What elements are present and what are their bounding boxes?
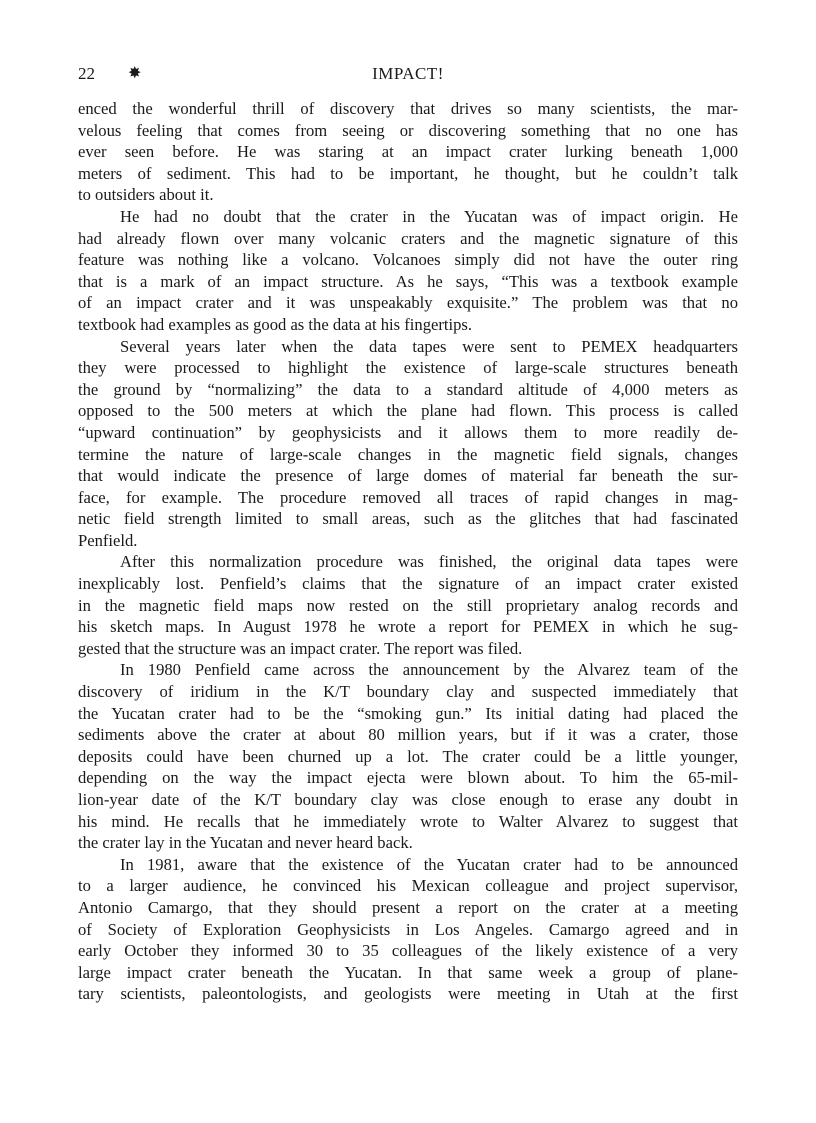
text-line: deposits could have been churned up a lot. The crater could be a little younger, (78, 746, 738, 766)
book-page (78, 60, 738, 1005)
text-line: in the magnetic field maps now rested on the still proprietary analog records and (78, 595, 738, 615)
body-text (78, 98, 738, 1005)
text-line: Antonio Camargo, that they should present a report on the crater at a meeting (78, 897, 738, 917)
paragraph-5 (78, 659, 738, 853)
text-line: Several years later when the data tapes were sent to PEMEX headquarters (120, 336, 738, 356)
text-line: face, for example. The procedure removed all traces of rapid changes in mag- (78, 487, 738, 507)
text-line: gested that the structure was an impact crater. The report was filed. (78, 638, 523, 658)
text-line: sediments above the crater at about 80 million years, but if it was a crater, those (78, 725, 738, 745)
text-line: his mind. He recalls that he immediately wrote to Walter Alvarez to suggest that (78, 811, 738, 831)
text-line: opposed to the 500 meters at which the plane had flown. This process is called (78, 401, 738, 421)
page-number: 22 (78, 64, 95, 83)
text-line: In 1980 Penfield came across the announcement by the Alvarez team of the (120, 660, 738, 680)
paragraph-6 (78, 854, 738, 1005)
running-head (78, 60, 738, 88)
text-line: the crater lay in the Yucatan and never heard back. (78, 833, 413, 853)
text-line: After this normalization procedure was finished, the original data tapes were (120, 552, 738, 572)
text-line: velous feeling that comes from seeing or discovering something that no one has (78, 120, 738, 140)
paragraph-1 (78, 98, 738, 206)
text-line: enced the wonderful thrill of discovery that drives so many scientists, the mar- (78, 99, 738, 118)
text-line: meters of sediment. This had to be important, he thought, but he couldn’t talk (78, 163, 738, 183)
text-line: his sketch maps. In August 1978 he wrote a report for PEMEX in which he sug- (78, 617, 738, 637)
text-line: In 1981, aware that the existence of the Yucatan crater had to be announced (120, 854, 738, 874)
text-line: feature was nothing like a volcano. Volcanoes simply did not have the outer ring (78, 250, 738, 270)
text-line: had already flown over many volcanic craters and the magnetic signature of this (78, 228, 738, 248)
asterisk-ornament-icon: ✸ (128, 65, 142, 82)
text-line: large impact crater beneath the Yucatan. In that same week a group of plane- (78, 962, 738, 982)
text-line: “upward continuation” by geophysicists and it allows them to more readily de- (78, 422, 738, 442)
book-title: IMPACT! (372, 64, 444, 83)
text-line: the ground by “normalizing” the data to a standard altitude of 4,000 meters as (78, 379, 738, 399)
text-line: the Yucatan crater had to be the “smoking gun.” Its initial dating had placed the (78, 703, 738, 723)
text-line: textbook had examples as good as the data at his fingertips. (78, 314, 473, 334)
text-line: tary scientists, paleontologists, and geologists were meeting in Utah at the first (78, 984, 738, 1004)
text-line: to outsiders about it. (78, 185, 214, 205)
text-line: He had no doubt that the crater in the Yucatan was of impact origin. He (120, 206, 738, 226)
text-line: Penfield. (78, 530, 138, 550)
paragraph-2 (78, 206, 738, 336)
text-line: early October they informed 30 to 35 colleagues of the likely existence of a very (78, 941, 738, 961)
text-line: inexplicably lost. Penfield’s claims that the signature of an impact crater existed (78, 574, 738, 594)
text-line: termine the nature of large-scale changes in the magnetic field signals, changes (78, 444, 738, 464)
text-line: discovery of iridium in the K/T boundary clay and suspected immediately that (78, 682, 738, 702)
text-line: lion-year date of the K/T boundary clay was close enough to erase any doubt in (78, 790, 738, 809)
paragraph-3 (78, 336, 738, 552)
text-line: that would indicate the presence of large domes of material far beneath the sur- (78, 466, 738, 486)
text-line: that is a mark of an impact structure. As he says, “This was a textbook example (78, 271, 738, 291)
paragraph-4 (78, 551, 738, 659)
text-line: of an impact crater and it was unspeakably exquisite.” The problem was that no (78, 293, 738, 313)
text-line: depending on the way the impact ejecta were blown about. To him the 65-mil- (78, 768, 738, 788)
text-line: netic field strength limited to small areas, such as the glitches that had fascinated (78, 509, 738, 529)
text-line: they were processed to highlight the existence of large-scale structures beneath (78, 358, 738, 378)
text-line: to a larger audience, he convinced his Mexican colleague and project supervisor, (78, 876, 738, 896)
text-line: of Society of Exploration Geophysicists in Los Angeles. Camargo agreed and in (78, 919, 738, 939)
text-line: ever seen before. He was staring at an impact crater lurking beneath 1,000 (78, 142, 738, 162)
